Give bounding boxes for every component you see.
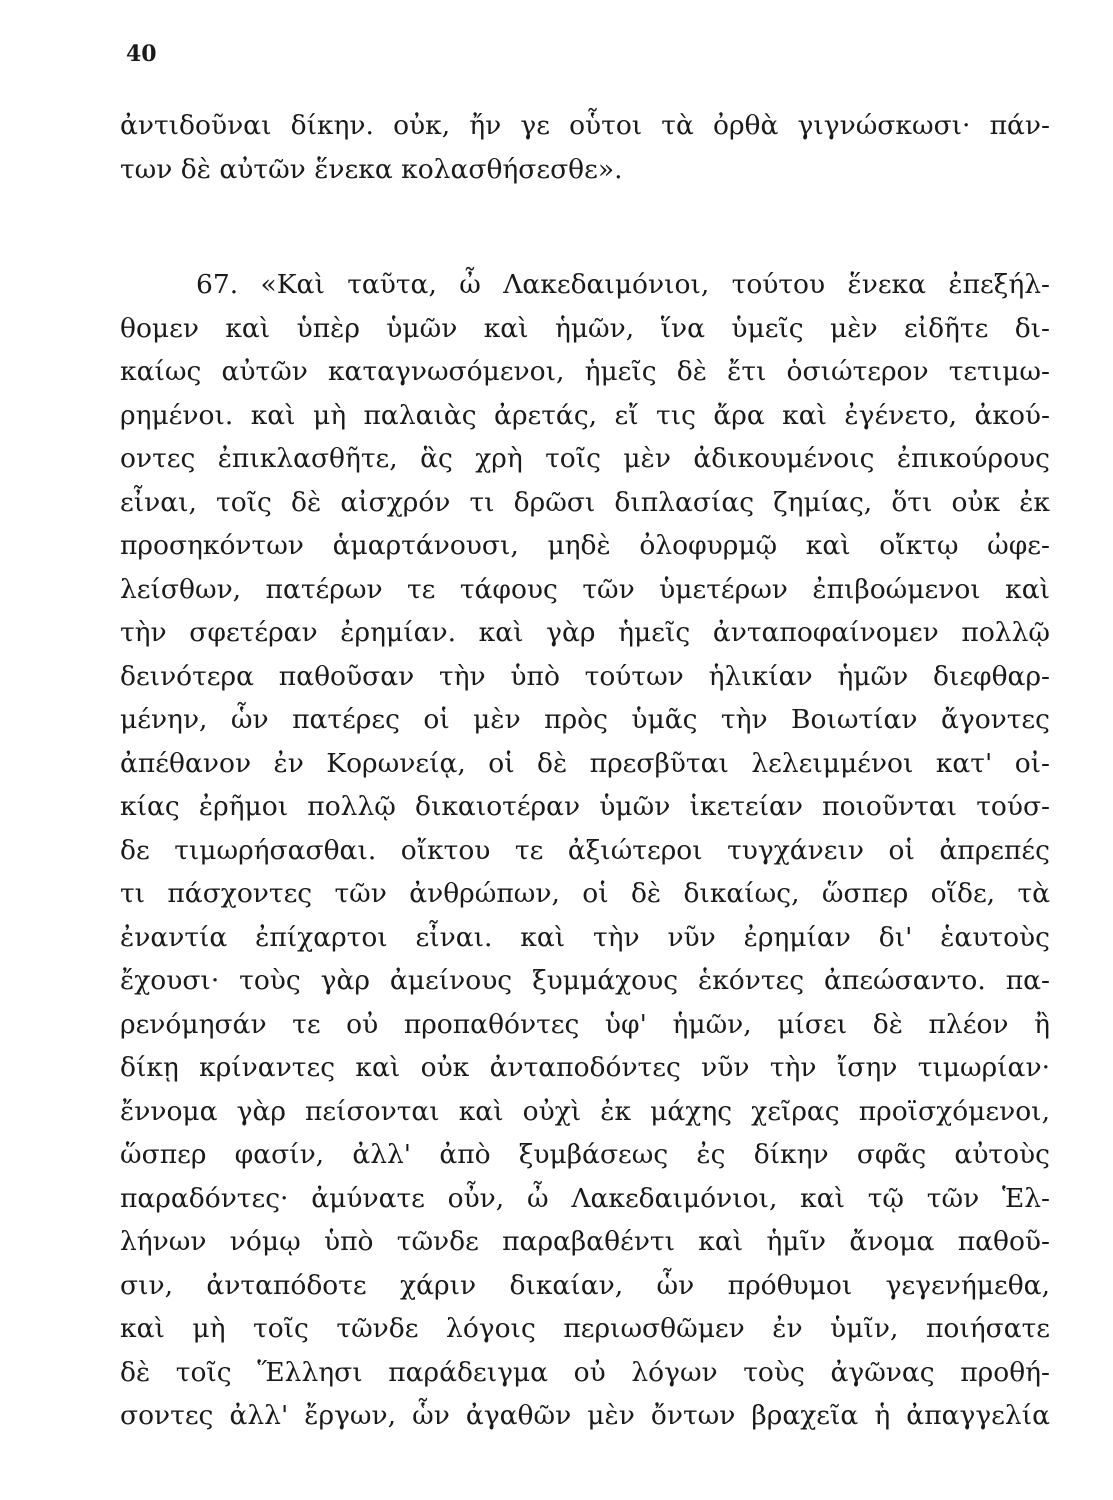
text-line: σιν, ἀνταπόδοτε χάριν δικαίαν, ὧν πρόθυμοι γεγενήμεθα, bbox=[120, 1269, 1050, 1301]
text-line: δὲ τοῖς Ἕλλησι παράδειγμα οὐ λόγων τοὺς ἀγῶνας προθή- bbox=[120, 1356, 1050, 1388]
text-line: δίκῃ κρίναντες καὶ οὐκ ἀνταποδόντες νῦν τὴν ἴσην τιμωρίαν· bbox=[120, 1052, 1050, 1083]
text-line: λείσθων, πατέρων τε τάφους τῶν ὑμετέρων ἐπιβοώμενοι καὶ bbox=[120, 573, 1050, 605]
text-line: καὶ μὴ τοῖς τῶνδε λόγοις περιωσθῶμεν ἐν ὑμῖν, ποιήσατε bbox=[120, 1313, 1050, 1344]
text-line: ἔννομα γὰρ πείσονται καὶ οὐχὶ ἐκ μάχης χεῖρας προϊσχόμενοι, bbox=[120, 1095, 1050, 1127]
text-line: τι πάσχοντες τῶν ἀνθρώπων, οἱ δὲ δικαίως, ὥσπερ οἵδε, τὰ bbox=[120, 878, 1050, 909]
text-line: τὴν σφετέραν ἐρημίαν. καὶ γὰρ ἡμεῖς ἀνταποφαίνομεν πολλῷ bbox=[120, 617, 1050, 648]
text-line: ἀντιδοῦναι δίκην. οὐκ, ἤν γε οὗτοι τὰ ὀρθὰ γιγνώσκωσι· πάν- bbox=[120, 110, 1050, 141]
text-line: δε τιμωρήσασθαι. οἴκτου τε ἀξιώτεροι τυγχάνειν οἱ ἀπρεπές bbox=[120, 834, 1050, 866]
text-line: οντες ἐπικλασθῆτε, ἃς χρὴ τοῖς μὲν ἀδικουμένοις ἐπικούρους bbox=[120, 443, 1050, 474]
text-line: παραδόντες· ἀμύνατε οὖν, ὦ Λακεδαιμόνιοι, καὶ τῷ τῶν Ἑλ- bbox=[120, 1182, 1050, 1214]
text-line: 67. «Καὶ ταῦτα, ὦ Λακεδαιμόνιοι, τούτου ἕνεκα ἐπεξήλ- bbox=[196, 269, 1050, 300]
paragraph-continuation bbox=[120, 104, 1050, 191]
text-line: εἶναι, τοῖς δὲ αἰσχρόν τι δρῶσι διπλασίας ζημίας, ὅτι οὐκ ἐκ bbox=[120, 486, 1050, 518]
text-line: σοντες ἀλλ' ἔργων, ὧν ἀγαθῶν μὲν ὄντων βραχεῖα ἡ ἀπαγγελία bbox=[120, 1400, 1050, 1431]
text-line: λήνων νόμῳ ὑπὸ τῶνδε παραβαθέντι καὶ ἡμῖν ἄνομα παθοῦ- bbox=[120, 1226, 1050, 1257]
text-line: ρημένοι. καὶ μὴ παλαιὰς ἀρετάς, εἴ τις ἄρα καὶ ἐγένετο, ἀκού- bbox=[120, 399, 1050, 431]
text-line: μένην, ὧν πατέρες οἱ μὲν πρὸς ὑμᾶς τὴν Βοιωτίαν ἄγοντες bbox=[120, 704, 1050, 735]
page-number: 40 bbox=[126, 41, 157, 67]
text-line: ὥσπερ φασίν, ἀλλ' ἀπὸ ξυμβάσεως ἐς δίκην σφᾶς αὐτοὺς bbox=[120, 1139, 1050, 1170]
text-line: ρενόμησάν τε οὐ προπαθόντες ὑφ' ἡμῶν, μίσει δὲ πλέον ἢ bbox=[120, 1008, 1050, 1040]
text-line: κίας ἐρῆμοι πολλῷ δικαιοτέραν ὑμῶν ἱκετείαν ποιοῦνται τούσ- bbox=[120, 791, 1050, 822]
text-line: ἀπέθανον ἐν Κορωνείᾳ, οἱ δὲ πρεσβῦται λελειμμένοι κατ' οἰ- bbox=[120, 747, 1050, 779]
text-line: ἐναντία ἐπίχαρτοι εἶναι. καὶ τὴν νῦν ἐρημίαν δι' ἑαυτοὺς bbox=[120, 921, 1050, 953]
text-line: ἔχουσι· τοὺς γὰρ ἀμείνους ξυμμάχους ἑκόντες ἀπεώσαντο. πα- bbox=[120, 965, 1050, 996]
text-line: δεινότερα παθοῦσαν τὴν ὑπὸ τούτων ἡλικίαν ἡμῶν διεφθαρ- bbox=[120, 660, 1050, 692]
text-line: προσηκόντων ἁμαρτάνουσι, μηδὲ ὀλοφυρμῷ καὶ οἴκτῳ ὠφε- bbox=[120, 530, 1050, 561]
text-line: καίως αὐτῶν καταγνωσόμενοι, ἡμεῖς δὲ ἔτι ὁσιώτερον τετιμω- bbox=[120, 356, 1050, 387]
paragraph-section-67 bbox=[120, 263, 1050, 1438]
text-line: θομεν καὶ ὑπὲρ ὑμῶν καὶ ἡμῶν, ἵνα ὑμεῖς μὲν εἰδῆτε δι- bbox=[120, 312, 1050, 344]
text-line: των δὲ αὐτῶν ἕνεκα κολασθήσεσθε». bbox=[120, 153, 623, 185]
